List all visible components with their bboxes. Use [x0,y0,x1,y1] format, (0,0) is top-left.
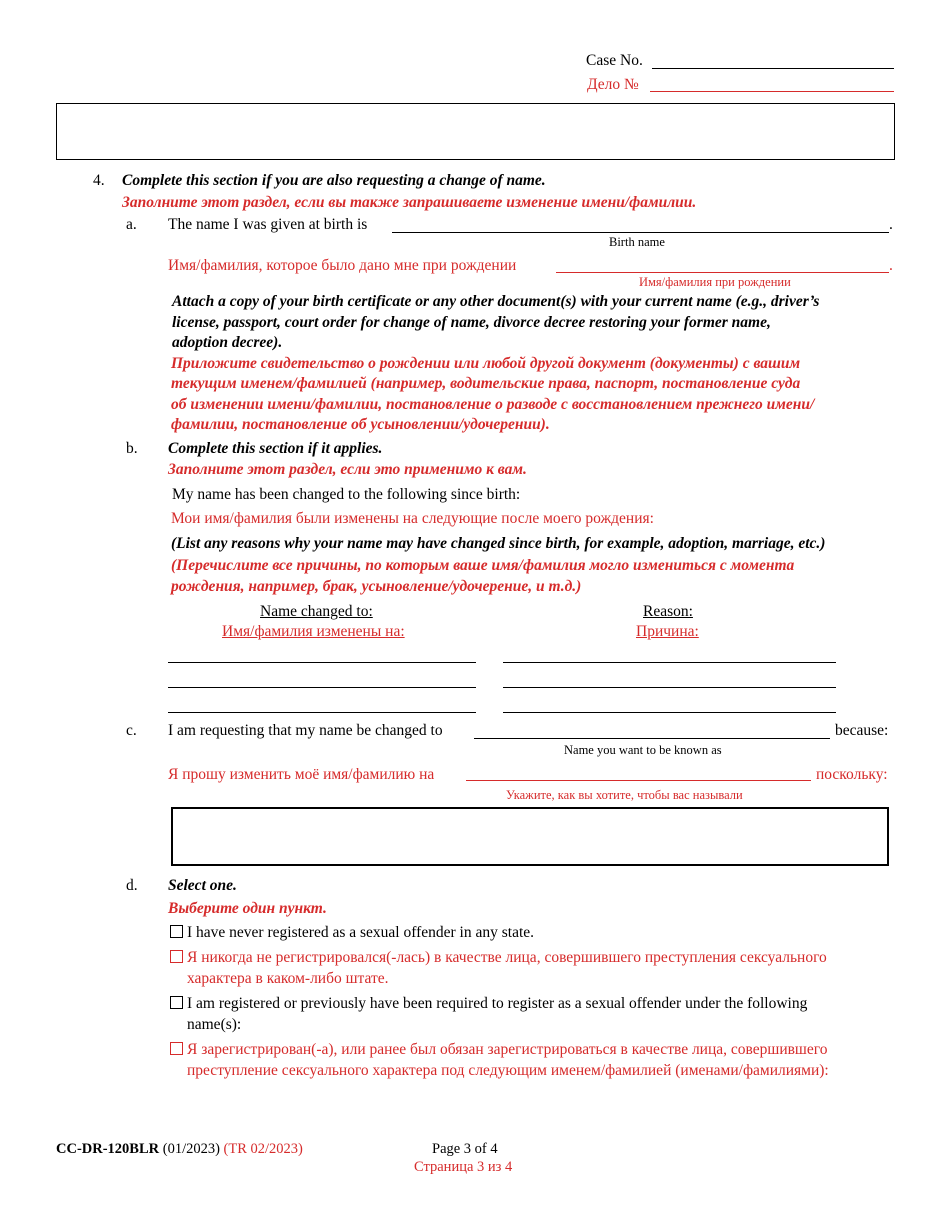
birth-name-label-ru: Имя/фамилия, которое было дано мне при рождении [168,257,517,274]
reason-textbox[interactable] [171,807,889,866]
registered-label-ru-1: Я зарегистрирован(-а), или ранее был обязан зарегистрироваться в качестве лица, совершившего [187,1041,828,1058]
col-name-header-ru: Имя/фамилия изменены на: [222,623,405,640]
item-c-letter: c. [126,722,137,739]
requested-name-label-ru: Я прошу изменить моё имя/фамилию на [168,766,435,783]
requested-name-label: I am requesting that my name be changed to [168,722,443,739]
caption-box[interactable] [56,103,895,160]
birth-name-label: The name I was given at birth is [168,216,368,233]
option-never-registered[interactable] [170,924,534,942]
attach-instructions-ru-4: фамилии, постановление об усыновлении/удочерении). [171,416,550,433]
birth-name-caption: Birth name [609,235,665,249]
requested-name-caption: Name you want to be known as [564,743,722,757]
page-number-ru: Страница 3 из 4 [414,1159,513,1175]
option-registered-ru[interactable] [170,1041,827,1059]
list-reasons-note: (List any reasons why your name may have changed since birth, for example, adoption, marriage, etc.) [171,535,826,552]
list-reasons-note-ru-2: рождения, например, брак, усыновление/удочерение, и т.д.) [171,578,582,595]
registered-label-2: name(s): [187,1016,242,1033]
item-b-title: Complete this section if it applies. [168,440,383,457]
col-reason-header-ru: Причина: [636,623,699,640]
never-registered-label-ru-2: характера в каком-либо штате. [187,970,389,987]
case-no-field-ru[interactable] [650,91,894,92]
never-registered-checkbox[interactable] [170,925,183,938]
attach-instructions-ru-1: Приложите свидетельство о рождении или любой другой документ (документы) с вашим [171,355,801,372]
never-registered-label: I have never registered as a sexual offender in any state. [187,924,535,941]
requested-name-field[interactable] [474,738,830,739]
option-never-registered-ru[interactable] [170,949,827,967]
attach-instructions-2: license, passport, court order for change of name, divorce decree restoring your former name, [172,314,771,331]
requested-name-caption-ru: Укажите, как вы хотите, чтобы вас называли [506,788,743,802]
requested-name-field-ru[interactable] [466,780,811,781]
registered-label-ru-2: преступление сексуального характера под следующим именем/фамилией (именами/фамилиями): [187,1062,829,1079]
form-id [56,1141,303,1158]
never-registered-checkbox-ru[interactable] [170,950,183,963]
translation-date: (TR 02/2023) [223,1141,303,1157]
option-registered[interactable] [170,995,807,1013]
reason-field-3[interactable] [503,712,836,713]
col-reason-header: Reason: [643,603,693,620]
reason-field-2[interactable] [503,687,836,688]
name-changed-text: My name has been changed to the following since birth: [172,486,521,503]
registered-checkbox[interactable] [170,996,183,1009]
attach-instructions-ru-3: об изменении имени/фамилии, постановление о разводе с восстановлением прежнего имени/ [171,396,815,413]
birth-name-field-ru[interactable] [556,272,889,273]
name-changed-text-ru: Мои имя/фамилия были изменены на следующие после моего рождения: [171,510,654,527]
birth-name-field[interactable] [392,232,889,233]
attach-instructions-3: adoption decree). [172,334,283,351]
item-d-letter: d. [126,877,138,894]
name-changed-field-3[interactable] [168,712,476,713]
birth-name-period-ru: . [889,257,893,274]
case-no-label: Case No. [586,52,643,69]
case-no-field[interactable] [652,68,894,69]
name-changed-field-1[interactable] [168,662,476,663]
name-changed-field-2[interactable] [168,687,476,688]
registered-label-1: I am registered or previously have been required to register as a sexual offender under the following [187,995,808,1012]
item-b-letter: b. [126,440,138,457]
section-title: Complete this section if you are also requesting a change of name. [122,172,546,189]
item-d-title: Select one. [168,877,237,894]
item-d-title-ru: Выберите один пункт. [168,900,327,917]
section-title-ru: Заполните этот раздел, если вы также запрашиваете изменение имени/фамилии. [122,194,697,211]
attach-instructions-1: Attach a copy of your birth certificate or any other document(s) with your current name (e.g., driver’s [172,293,820,310]
reason-field-1[interactable] [503,662,836,663]
list-reasons-note-ru-1: (Перечислите все причины, по которым ваше имя/фамилия могло измениться с момента [171,557,795,574]
registered-checkbox-ru[interactable] [170,1042,183,1055]
form-code: CC-DR-120BLR [56,1141,160,1157]
attach-instructions-ru-2: текущим именем/фамилией (например, водительские права, паспорт, постановление суда [171,375,801,392]
because-label-ru: поскольку: [816,766,888,783]
form-date: (01/2023) [162,1141,220,1157]
never-registered-label-ru-1: Я никогда не регистрировался(-лась) в качестве лица, совершившего преступления сексуального [187,949,827,966]
birth-name-caption-ru: Имя/фамилия при рождении [639,275,791,289]
case-no-label-ru: Дело № [587,76,639,93]
item-b-title-ru: Заполните этот раздел, если это применимо к вам. [168,461,527,478]
section-number: 4. [93,172,105,189]
because-label: because: [835,722,889,739]
item-a-letter: a. [126,216,137,233]
col-name-header: Name changed to: [260,603,373,620]
birth-name-period: . [889,216,893,233]
page-number: Page 3 of 4 [432,1141,498,1157]
